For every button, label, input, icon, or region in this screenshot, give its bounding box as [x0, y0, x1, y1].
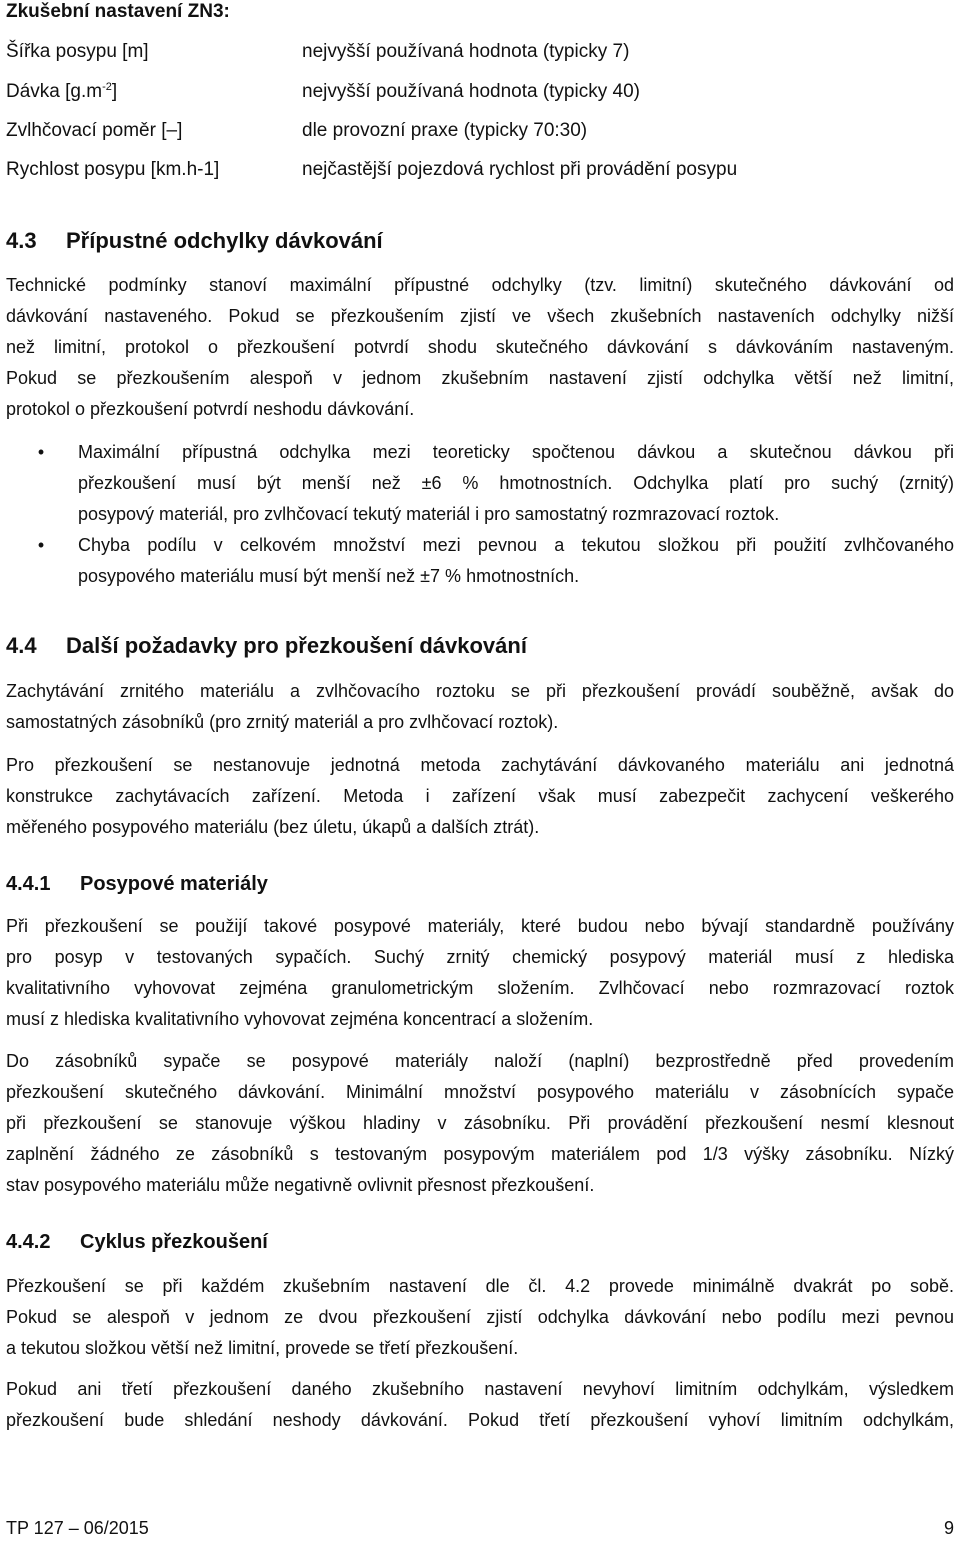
text-line: přezkoušení bude shledání neshody dávkování. Pokud třetí přezkoušení vyhoví limitním odchylkám, [6, 1410, 954, 1430]
section-heading-4-3 [6, 227, 383, 255]
section-title: Posypové materiály [80, 873, 268, 895]
bullet-text [78, 437, 954, 530]
text-line: posypový materiál, pro zvlhčovací tekutý materiál i pro samostatný rozmrazovací roztok. [78, 504, 780, 524]
param-desc: nejvyšší používaná hodnota (typicky 40) [302, 81, 640, 102]
param-desc: nejčastější pojezdová rychlost při provádění posypu [302, 159, 738, 180]
text-line: Pokud se přezkoušením alespoň v jednom zkušebním nastavení zjistí odchylka větší než limitní, [6, 368, 954, 388]
param-name [6, 80, 117, 104]
text-line: pro posyp v testovaných sypačích. Suchý zrnitý chemický posypový materiál musí z hlediska [6, 947, 954, 967]
section-number: 4.4.1 [6, 873, 51, 895]
section-title: Přípustné odchylky dávkování [66, 228, 383, 253]
text-line: Pro přezkoušení se nestanovuje jednotná metoda zachytávání dávkovaného materiálu ani jednotná [6, 755, 954, 775]
section-number: 4.3 [6, 228, 37, 253]
section-heading-4-4-1 [6, 871, 268, 897]
param-name-main: Dávka [g.m [6, 81, 103, 102]
bullet-icon: • [37, 442, 45, 462]
text-line: zaplnění žádného ze zásobníků s testovaným posypovým materiálem pod 1/3 výšky zásobníku. Nízký [6, 1144, 954, 1164]
param-desc: dle provozní praxe (typicky 70:30) [302, 120, 588, 141]
text-line: samostatných zásobníků (pro zrnitý materiál a pro zvlhčovací roztok). [6, 712, 559, 732]
paragraph [6, 911, 954, 1035]
section-title: Další požadavky pro přezkoušení dávkování [66, 633, 527, 658]
text-line: posypového materiálu musí být menší než ±7 % hmotnostních. [78, 566, 580, 586]
paragraph [6, 270, 954, 425]
paragraph [6, 750, 954, 843]
text-line: než limitní, protokol o přezkoušení potvrdí shodu skutečného dávkování s dávkováním nastaveným. [6, 337, 954, 357]
param-name-exponent: -2 [102, 81, 112, 93]
footer-page-number: 9 [943, 1518, 954, 1538]
text-line: měřeného posypového materiálu (bez úletu, úkapů a dalších ztrát). [6, 817, 540, 837]
text-line: stav posypového materiálu může negativně ovlivnit přesnost přezkoušení. [6, 1175, 595, 1195]
paragraph [6, 1046, 954, 1201]
bullet-icon: • [37, 535, 45, 555]
paragraph [6, 1271, 954, 1364]
text-line: přezkoušení skutečného dávkování. Minimální množství posypového materiálu v zásobnících sypače [6, 1082, 954, 1102]
text-line: Pokud se alespoň v jednom ze dvou přezkoušení zjistí odchylka dávkování nebo podílu mezi pevnou [6, 1307, 954, 1327]
param-name: Rychlost posypu [km.h-1] [6, 159, 220, 180]
text-line: musí z hlediska kvalitativního vyhovovat zejména koncentrací a složením. [6, 1009, 594, 1029]
section-number: 4.4 [6, 633, 37, 658]
bullet-text [78, 530, 954, 592]
param-name: Zvlhčovací poměr [–] [6, 120, 183, 141]
text-line: Přezkoušení se při každém zkušebním nastavení dle čl. 4.2 provede minimálně dvakrát po sobě. [6, 1276, 954, 1296]
param-desc: nejvyšší používaná hodnota (typicky 7) [302, 41, 630, 62]
text-line: dávkování nastaveného. Pokud se přezkoušením zjistí ve všech zkušebních nastaveních odchylky nižší [6, 306, 954, 326]
section-title: Cyklus přezkoušení [80, 1231, 268, 1253]
paragraph [6, 1374, 954, 1436]
footer-document-id: TP 127 – 06/2015 [6, 1518, 149, 1538]
text-line: Zachytávání zrnitého materiálu a zvlhčovacího roztoku se při přezkoušení provádí souběžně, avšak do [6, 681, 954, 701]
text-line: konstrukce zachytávacích zařízení. Metoda i zařízení však musí zabezpečit zachycení veškerého [6, 786, 954, 806]
text-line: při přezkoušení se stanovuje výškou hladiny v zásobníku. Při provádění přezkoušení nesmí klesnout [6, 1113, 954, 1133]
text-line: a tekutou složkou větší než limitní, provede se třetí přezkoušení. [6, 1338, 519, 1358]
text-line: Maximální přípustná odchylka mezi teoreticky spočtenou dávkou a skutečnou dávkou při [78, 442, 954, 462]
zn3-title: Zkušební nastavení ZN3: [6, 1, 230, 22]
param-name: Šířka posypu [m] [6, 41, 149, 62]
paragraph [6, 676, 954, 738]
text-line: Technické podmínky stanoví maximální přípustné odchylky (tzv. limitní) skutečného dávkování od [6, 275, 954, 295]
text-line: Do zásobníků sypače se posypové materiály naloží (naplní) bezprostředně před provedením [6, 1051, 954, 1071]
text-line: přezkoušení musí být menší než ±6 % hmotnostních. Odchylka platí pro suchý (zrnitý) [78, 473, 954, 493]
text-line: protokol o přezkoušení potvrdí neshodu dávkování. [6, 399, 415, 419]
text-line: Při přezkoušení se použijí takové posypové materiály, které budou nebo bývají standardně používány [6, 916, 954, 936]
text-line: Pokud ani třetí přezkoušení daného zkušebního nastavení nevyhoví limitním odchylkám, výsledkem [6, 1379, 954, 1399]
text-line: kvalitativního vyhovovat zejména granulometrickým složením. Zvlhčovací nebo rozmrazovací roztok [6, 978, 954, 998]
section-number: 4.4.2 [6, 1231, 51, 1253]
param-name-close: ] [111, 81, 118, 102]
text-line: Chyba podílu v celkovém množství mezi pevnou a tekutou složkou při použití zvlhčovaného [78, 535, 954, 555]
section-heading-4-4-2 [6, 1229, 268, 1255]
section-heading-4-4 [6, 632, 527, 660]
